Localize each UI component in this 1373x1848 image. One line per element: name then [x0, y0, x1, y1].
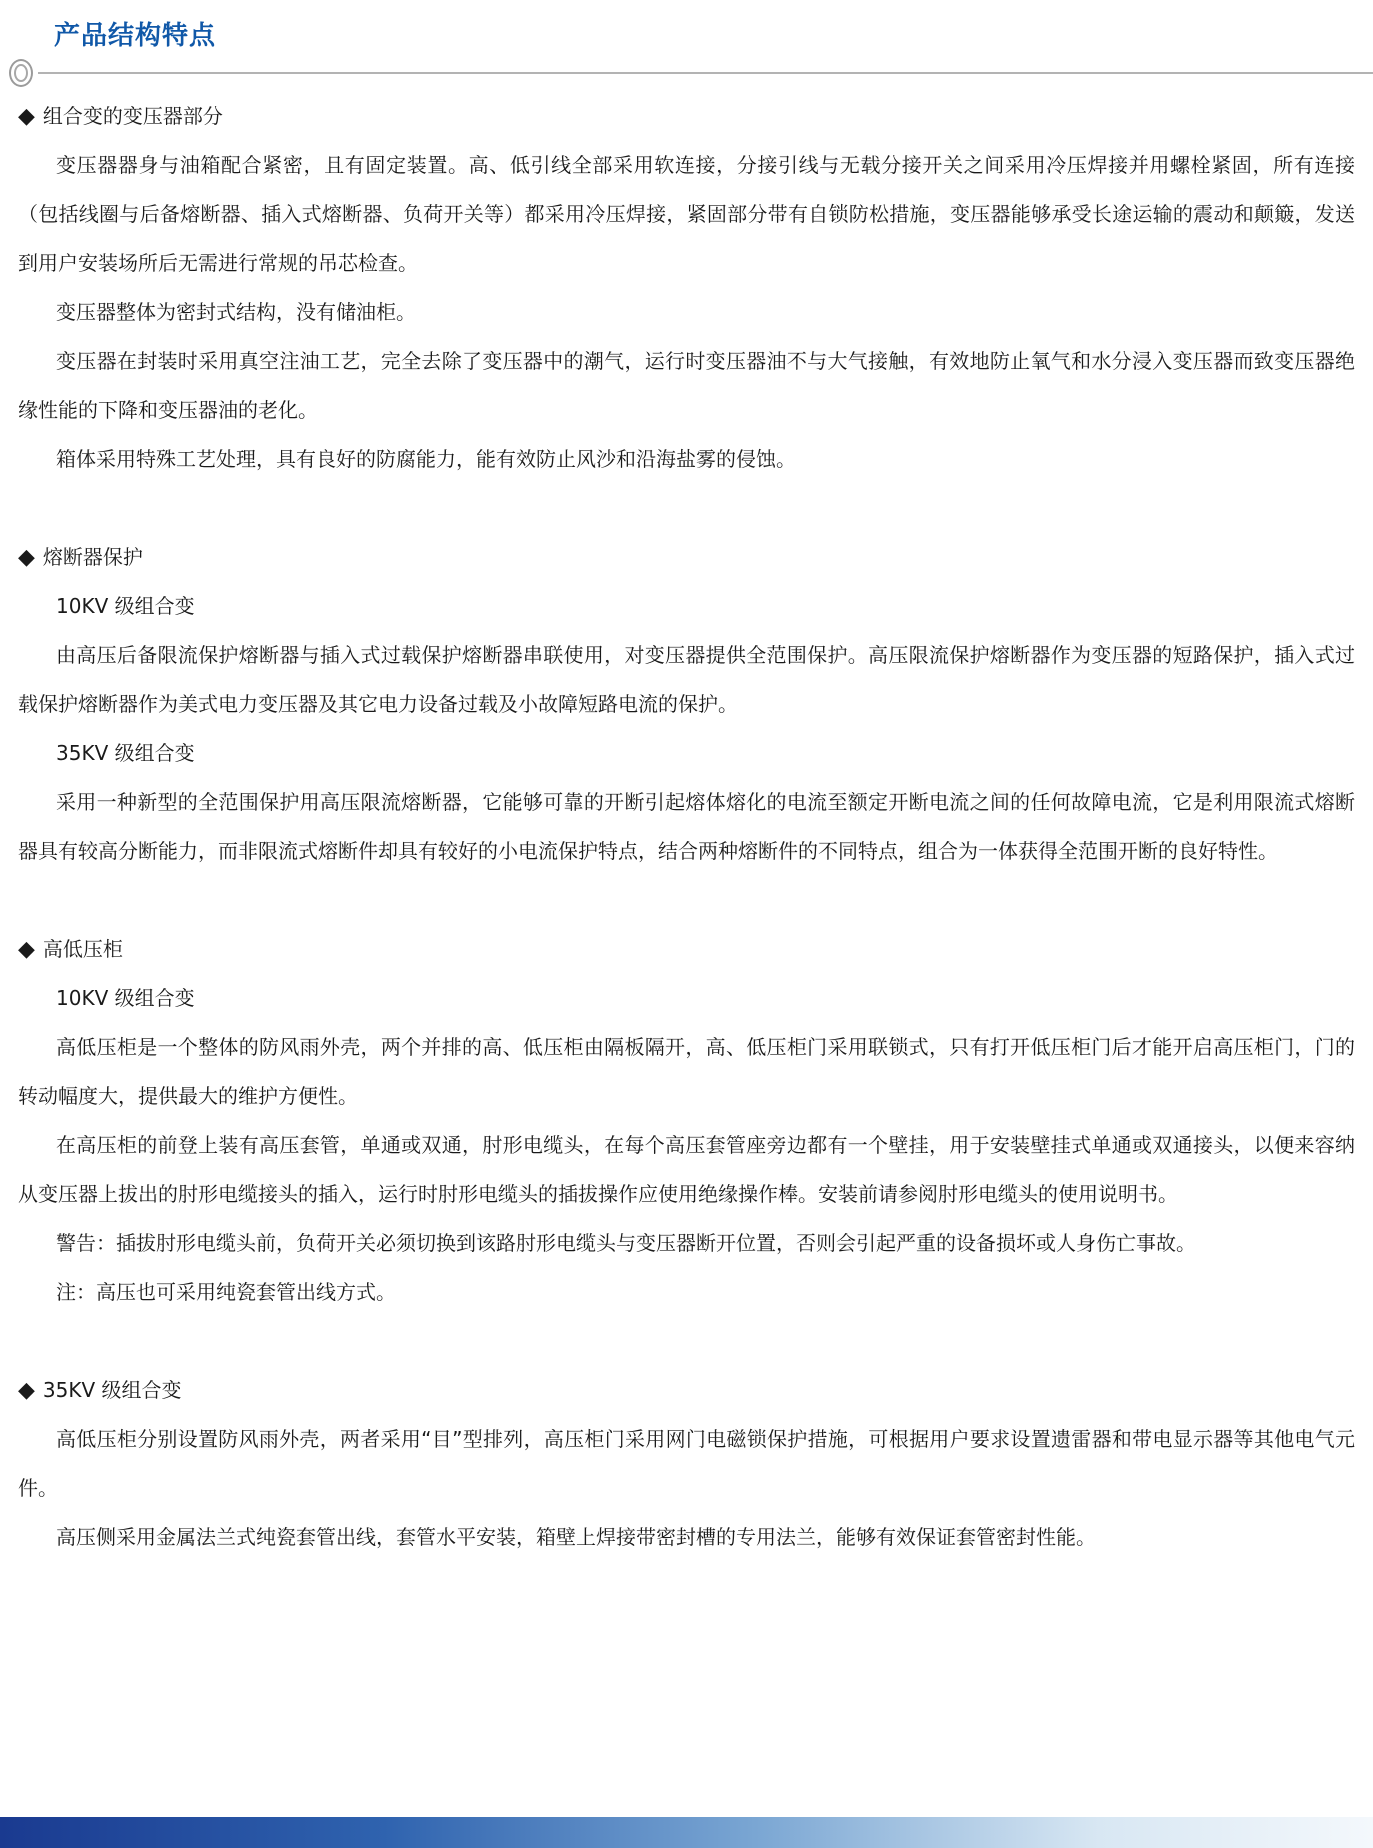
title-underline — [0, 58, 1373, 92]
section-heading-label: 35KV 级组合变 — [42, 1378, 182, 1402]
paragraph: 变压器器身与油箱配合紧密，且有固定装置。高、低引线全部采用软连接，分接引线与无载分接开关之间采用冷压焊接并用螺栓紧固，所有连接（包括线圈与后备熔断器、插入式熔断器、负荷开关等）都采用冷压焊接，紧固部分带有自锁防松措施，变压器能够承受长途运输的震动和颠簸，发送到用户安装场所后无需进行常规的吊芯检查。 — [18, 153, 1355, 275]
diamond-bullet-icon: ◆ — [18, 103, 35, 129]
diamond-bullet-icon: ◆ — [18, 936, 35, 962]
paragraph: 箱体采用特殊工艺处理，具有良好的防腐能力，能有效防止风沙和沿海盐雾的侵蚀。 — [56, 447, 796, 471]
section-2 — [18, 925, 1355, 1317]
subheading: 10KV 级组合变 — [56, 594, 195, 618]
ring-marker-icon — [9, 59, 33, 87]
paragraph: 由高压后备限流保护熔断器与插入式过载保护熔断器串联使用，对变压器提供全范围保护。高压限流保护熔断器作为变压器的短路保护，插入式过载保护熔断器作为美式电力变压器及其它电力设备过载及小故障短路电流的保护。 — [18, 643, 1355, 716]
page-title: 产品结构特点 — [54, 21, 217, 51]
page-header — [0, 0, 1373, 92]
section-heading-label: 组合变的变压器部分 — [42, 104, 223, 128]
paragraph: 采用一种新型的全范围保护用高压限流熔断器，它能够可靠的开断引起熔体熔化的电流至额定开断电流之间的任何故障电流，它是利用限流式熔断器具有较高分断能力，而非限流式熔断件却具有较好的小电流保护特点，结合两种熔断件的不同特点，组合为一体获得全范围开断的良好特性。 — [18, 790, 1355, 863]
section-heading — [18, 925, 1355, 974]
footer-gradient-bar — [0, 1817, 1373, 1848]
subheading: 10KV 级组合变 — [56, 986, 195, 1010]
section-heading-label: 高低压柜 — [42, 937, 123, 961]
divider-line — [38, 72, 1373, 74]
paragraph: 高低压柜分别设置防风雨外壳，两者采用“目”型排列，高压柜门采用网门电磁锁保护措施，可根据用户要求设置遗雷器和带电显示器等其他电气元件。 — [18, 1427, 1355, 1500]
paragraph: 警告：插拔肘形电缆头前，负荷开关必须切换到该路肘形电缆头与变压器断开位置，否则会引起严重的设备损坏或人身伤亡事故。 — [56, 1231, 1196, 1255]
paragraph: 高低压柜是一个整体的防风雨外壳，两个并排的高、低压柜由隔板隔开，高、低压柜门采用联锁式，只有打开低压柜门后才能开启高压柜门，门的转动幅度大，提供最大的维护方便性。 — [18, 1035, 1355, 1108]
section-3 — [18, 1366, 1355, 1562]
diamond-bullet-icon: ◆ — [18, 544, 35, 570]
section-1 — [18, 533, 1355, 876]
section-heading — [18, 92, 1355, 141]
paragraph: 变压器在封装时采用真空注油工艺，完全去除了变压器中的潮气，运行时变压器油不与大气接触，有效地防止氧气和水分浸入变压器而致变压器绝缘性能的下降和变压器油的老化。 — [18, 349, 1355, 422]
paragraph: 变压器整体为密封式结构，没有储油柜。 — [56, 300, 416, 324]
paragraph: 注：高压也可采用纯瓷套管出线方式。 — [56, 1280, 396, 1304]
subheading: 35KV 级组合变 — [56, 741, 195, 765]
paragraph: 在高压柜的前登上装有高压套管，单通或双通，肘形电缆头，在每个高压套管座旁边都有一个壁挂，用于安装壁挂式单通或双通接头，以便来容纳从变压器上拔出的肘形电缆接头的插入，运行时肘形电缆头的插拔操作应使用绝缘操作棒。安装前请参阅肘形电缆头的使用说明书。 — [18, 1133, 1355, 1206]
section-0 — [18, 92, 1355, 484]
paragraph: 高压侧采用金属法兰式纯瓷套管出线，套管水平安装，箱壁上焊接带密封槽的专用法兰，能够有效保证套管密封性能。 — [56, 1525, 1096, 1549]
section-heading — [18, 533, 1355, 582]
diamond-bullet-icon: ◆ — [18, 1377, 35, 1403]
section-heading-label: 熔断器保护 — [42, 545, 143, 569]
content — [0, 92, 1373, 1562]
section-heading — [18, 1366, 1355, 1415]
